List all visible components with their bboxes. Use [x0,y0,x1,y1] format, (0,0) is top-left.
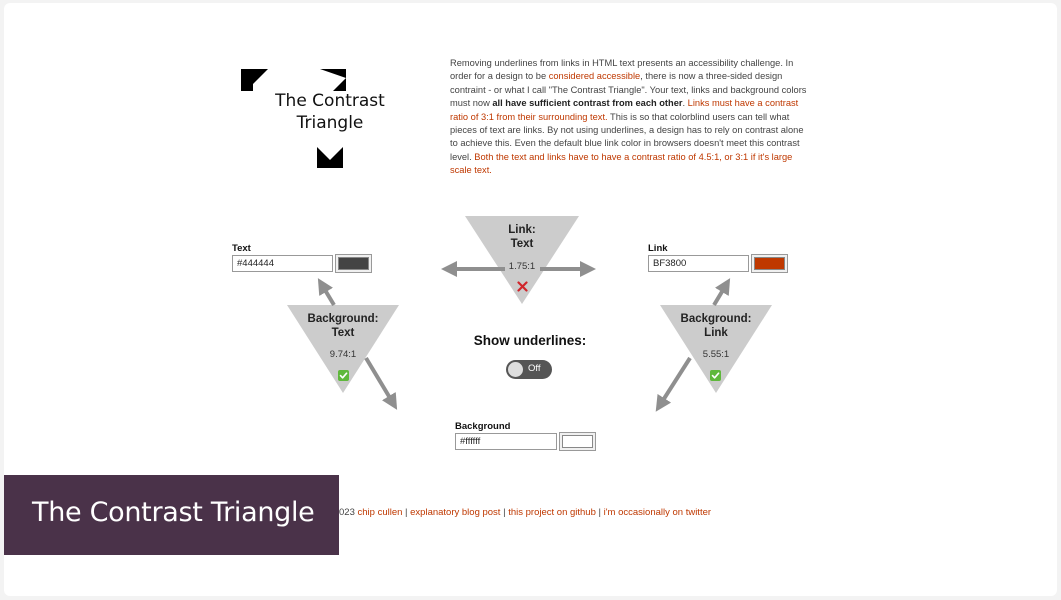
arrow-down-to-background-right-icon [660,358,690,405]
text-color-input[interactable] [232,255,333,272]
underlines-toggle[interactable] [506,360,552,379]
link-text-heading-line-1: Link: [508,224,536,236]
link-contrast-link[interactable]: Links must have a contrast ratio of 3:1 from their surrounding text. [450,98,799,122]
background-color-label: Background [455,421,511,432]
intro-bold-text: all have sufficient contrast from each other [492,98,683,109]
check-icon [710,370,721,381]
background-link-heading-line-2: Link [704,327,728,339]
footer-copyright: 023 [339,507,358,518]
twitter-link[interactable]: i'm occasionally on twitter [603,507,712,518]
background-text-ratio: 9.74:1 [329,349,357,360]
link-text-heading [482,223,562,251]
link-color-picker[interactable] [751,254,788,273]
show-underlines-label: Show underlines: [473,333,587,348]
background-color-swatch [562,435,593,448]
considered-accessible-link[interactable]: considered accessible [548,71,641,82]
arrow-up-to-text-icon [322,285,334,305]
background-link-ratio: 5.55:1 [702,349,730,360]
intro-text-2: , there is now a three-sided design contraint - or what I call "The Contrast Triangle". Your text, links and background colors must now [450,71,807,109]
text-contrast-link[interactable]: Both the text and links have to have a contrast ratio of 4.5:1, or 3:1 if it's large scale text. [450,151,793,176]
footer-separator: | [595,507,604,518]
link-text-ratio: 1.75:1 [508,261,536,272]
intro-text-3: . [682,98,688,109]
background-link-heading [671,312,761,340]
logo-title-line-1: The Contrast [275,91,385,111]
background-link-heading-line-1: Background: [680,313,752,325]
intro-text-1: Removing underlines from links in HTML text presents an accessibility challenge. In order for a design to be [450,58,794,82]
text-color-swatch [338,257,369,270]
link-color-swatch [754,257,785,270]
footer [339,507,711,518]
text-color-picker[interactable] [335,254,372,273]
github-link[interactable]: this project on github [508,507,596,518]
cross-icon [517,281,528,292]
author-link[interactable]: chip cullen [357,507,403,518]
logo-title-line-2: Triangle [296,113,364,133]
text-color-label: Text [232,243,251,254]
arrow-up-to-link-icon [714,285,726,305]
check-icon [338,370,349,381]
background-color-picker[interactable] [559,432,596,451]
background-text-heading-line-1: Background: [307,313,379,325]
background-color-input[interactable] [455,433,557,450]
background-text-heading-line-2: Text [331,327,355,339]
toggle-knob [508,362,523,377]
arrow-down-to-background-icon [366,358,393,403]
link-color-label: Link [648,243,668,254]
toggle-state-label: Off [528,363,541,374]
footer-separator: | [402,507,411,518]
blog-post-link[interactable]: explanatory blog post [410,507,501,518]
banner-title: The Contrast Triangle [32,497,315,528]
background-text-heading [298,312,388,340]
footer-separator: | [500,507,509,518]
title-banner [4,475,339,555]
link-text-heading-line-2: Text [510,238,534,250]
link-color-input[interactable] [648,255,749,272]
intro-text-4: This is so that colorblind users can tell what pieces of text are links. By not using underlines, a design has to rely on contrast alone to achieve this. Even the default blue link color in browsers doesn't meet this contrast level. [450,111,804,162]
